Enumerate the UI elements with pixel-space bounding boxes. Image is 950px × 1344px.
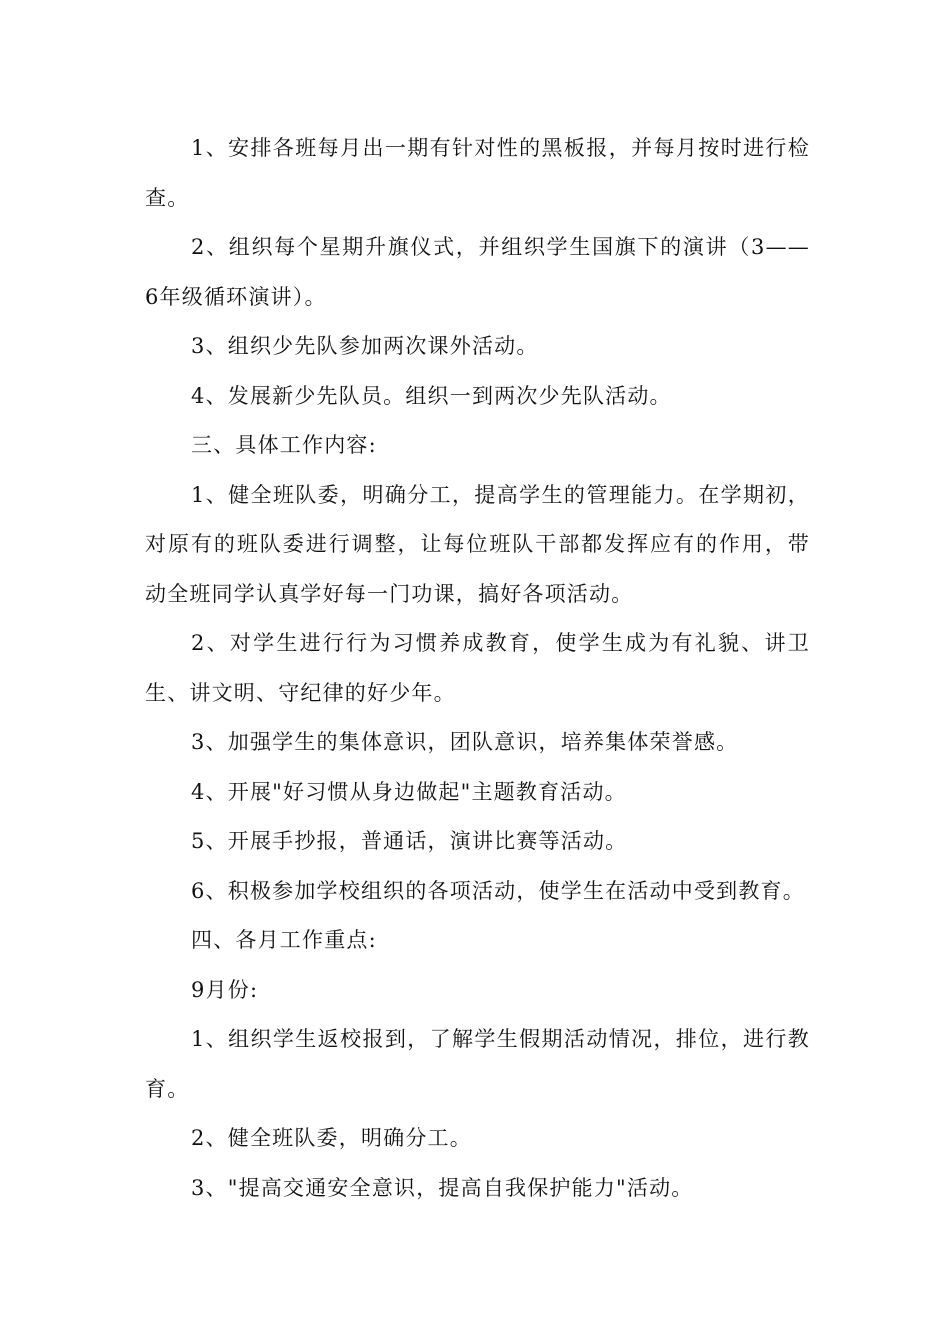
section-heading-monthly-focus: 四、各月工作重点: [191,928,377,952]
month-heading-september: 9月份: [191,977,259,1002]
paragraph-committee-setup: 2、健全班队委，明确分工。 [191,1126,472,1150]
paragraph-good-habits-theme: 4、开展"好习惯从身边做起"主题教育活动。 [191,779,627,804]
paragraph-behavior-habits: 2、对学生进行行为习惯养成教育，使学生成为有礼貌、讲卫生、讲文明、守纪律的好少年。 [145,631,810,705]
section-heading-work-content: 三、具体工作内容: [191,433,377,457]
paragraph-competitions: 5、开展手抄报，普通话，演讲比赛等活动。 [191,829,628,853]
paragraph-class-committee: 1、健全班队委，明确分工，提高学生的管理能力。在学期初，对原有的班队委进行调整，让每位班队干部都发挥应有的作用，带动全班同学认真学好每一门功课，搞好各项活动。 [145,482,810,606]
paragraph-traffic-safety: 3、"提高交通安全意识，提高自我保护能力"活动。 [191,1175,694,1200]
document-body [145,124,810,1213]
paragraph-outdoor-activities: 3、组织少先队参加两次课外活动。 [191,334,539,358]
paragraph-school-activities: 6、积极参加学校组织的各项活动，使学生在活动中受到教育。 [191,878,805,903]
paragraph-collective-awareness: 3、加强学生的集体意识，团队意识，培养集体荣誉感。 [191,730,739,754]
paragraph-return-to-school: 1、组织学生返校报到，了解学生假期活动情况，排位，进行教育。 [145,1027,810,1101]
paragraph-blackboard-report: 1、安排各班每月出一期有针对性的黑板报，并每月按时进行检查。 [145,136,810,210]
paragraph-new-members: 4、发展新少先队员。组织一到两次少先队活动。 [191,383,672,408]
paragraph-flag-ceremony: 2、组织每个星期升旗仪式，并组织学生国旗下的演讲（3——6年级循环演讲）。 [145,235,810,309]
